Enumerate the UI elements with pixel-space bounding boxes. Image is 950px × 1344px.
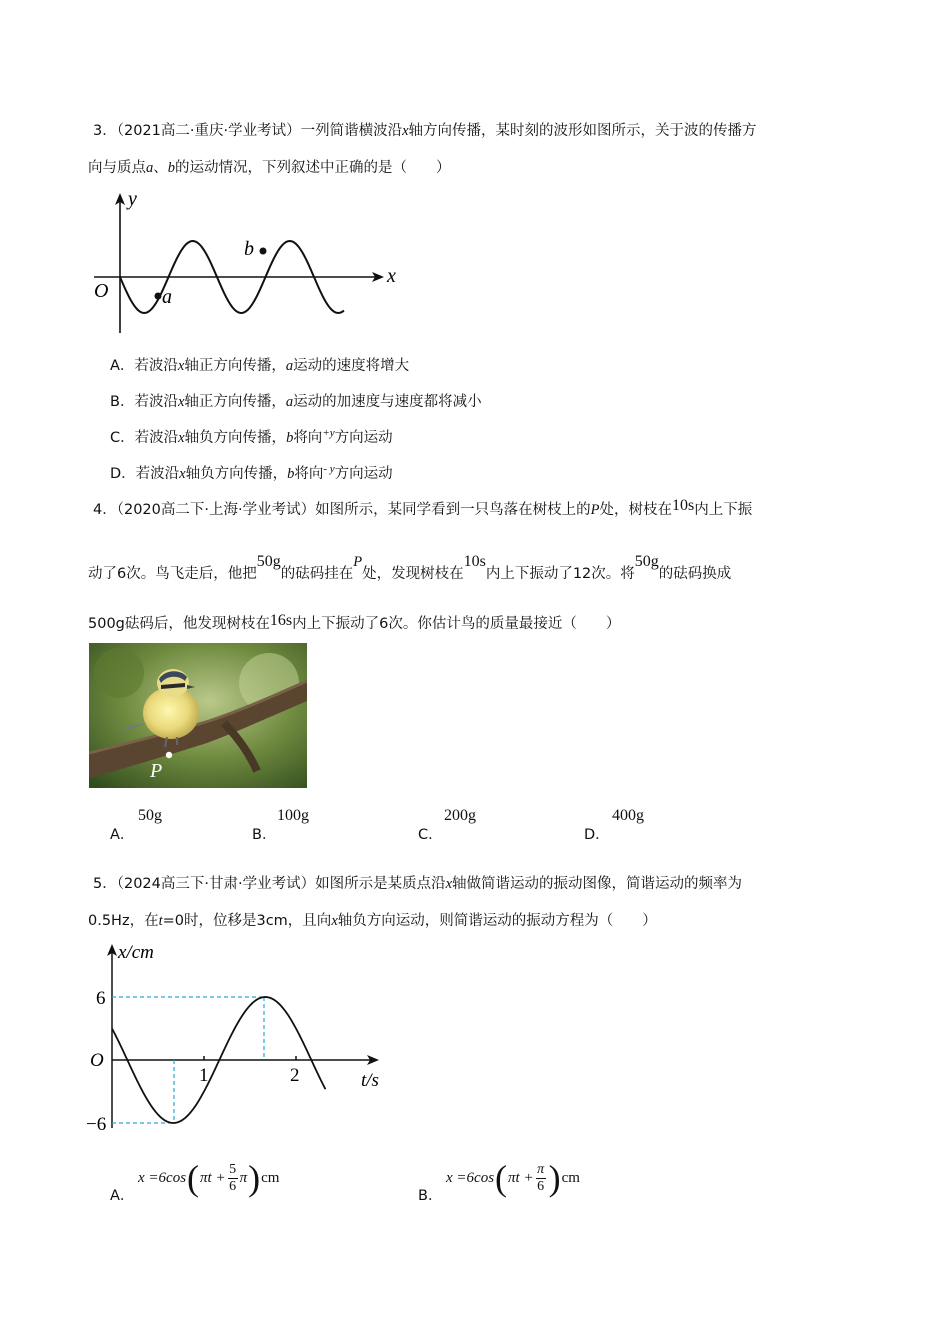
q4-photo-label-p: P: [150, 760, 163, 782]
q3-number: 3．: [93, 123, 117, 139]
q3-line2: 向与质点a、b的运动情况，下列叙述中正确的是（ ）: [88, 160, 451, 176]
q5-label-ylabel: x/cm: [118, 942, 154, 963]
q3-wave-figure: [88, 185, 408, 335]
q5-a-fraction: 5 6: [229, 1161, 237, 1194]
q3-option-c[interactable]: C．若波沿x轴负方向传播，b将向$^{+y}$方向运动: [110, 427, 393, 446]
q5-vibration-figure: [82, 938, 392, 1138]
q5-number: 5．: [93, 876, 117, 892]
q5-label-t1: 1: [199, 1065, 209, 1086]
q4-number: 4．: [93, 502, 117, 518]
q5-label-6: 6: [96, 988, 106, 1009]
q3-label-b: b: [244, 238, 254, 260]
q3-option-a[interactable]: A．若波沿x轴正方向传播，a运动的速度将增大: [110, 358, 410, 374]
q3-label-a: a: [162, 286, 172, 308]
q3-label-x: x: [387, 265, 396, 287]
q4-bird-photo: [89, 643, 307, 788]
q4-source: （2020高二下·上海·学业考试）: [116, 502, 316, 518]
q3-line1: 3．（2021高二·重庆·学业考试）一列简谐横波沿x轴方向传播，某时刻的波形如图所示，关于波的传播方: [93, 123, 757, 139]
q5-line1: 5．（2024高三下·甘肃·学业考试）如图所示是某质点沿x轴做简谐运动的振动图像，简谐运动的频率为: [93, 876, 743, 892]
q5-label-neg6: −6: [86, 1114, 107, 1135]
q4-line1: 4．（2020高二下·上海·学业考试）如图所示，某同学看到一只鸟落在树枝上的P处，树枝在10s内上下振: [93, 497, 753, 518]
q5-line2: 0.5Hz，在t=0时，位移是3cm，且向x轴负方向运动，则简谐运动的振动方程为（ ）: [88, 913, 657, 929]
q5-label-o: O: [90, 1050, 104, 1071]
q4-line2: 动了6次。鸟飞走后，他把50g的砝码挂在P处，发现树枝在10s内上下振动了12次。将50g的砝码换成: [88, 553, 732, 582]
q3-point-b: [260, 248, 267, 255]
q3-option-d[interactable]: D．若波沿x轴负方向传播，b将向$^{- y}$方向运动: [110, 463, 393, 482]
q5-label-t2: 2: [290, 1065, 300, 1086]
q4-line3: 500g砝码后，他发现树枝在16s内上下振动了6次。你估计鸟的质量最接近（ ）: [88, 612, 621, 632]
q3-label-y: y: [128, 188, 137, 210]
q3-source: （2021高二·重庆·学业考试）: [116, 123, 301, 139]
q5-b-fraction: π 6: [537, 1161, 545, 1194]
q5-source: （2024高三下·甘肃·学业考试）: [116, 876, 316, 892]
q3-point-a: [155, 293, 162, 300]
q4-point-p: [166, 752, 172, 758]
q5-label-xlabel: t/s: [361, 1070, 379, 1091]
q3-option-b[interactable]: B．若波沿x轴正方向传播，a运动的加速度与速度都将减小: [110, 394, 482, 410]
q3-label-o: O: [94, 280, 109, 302]
